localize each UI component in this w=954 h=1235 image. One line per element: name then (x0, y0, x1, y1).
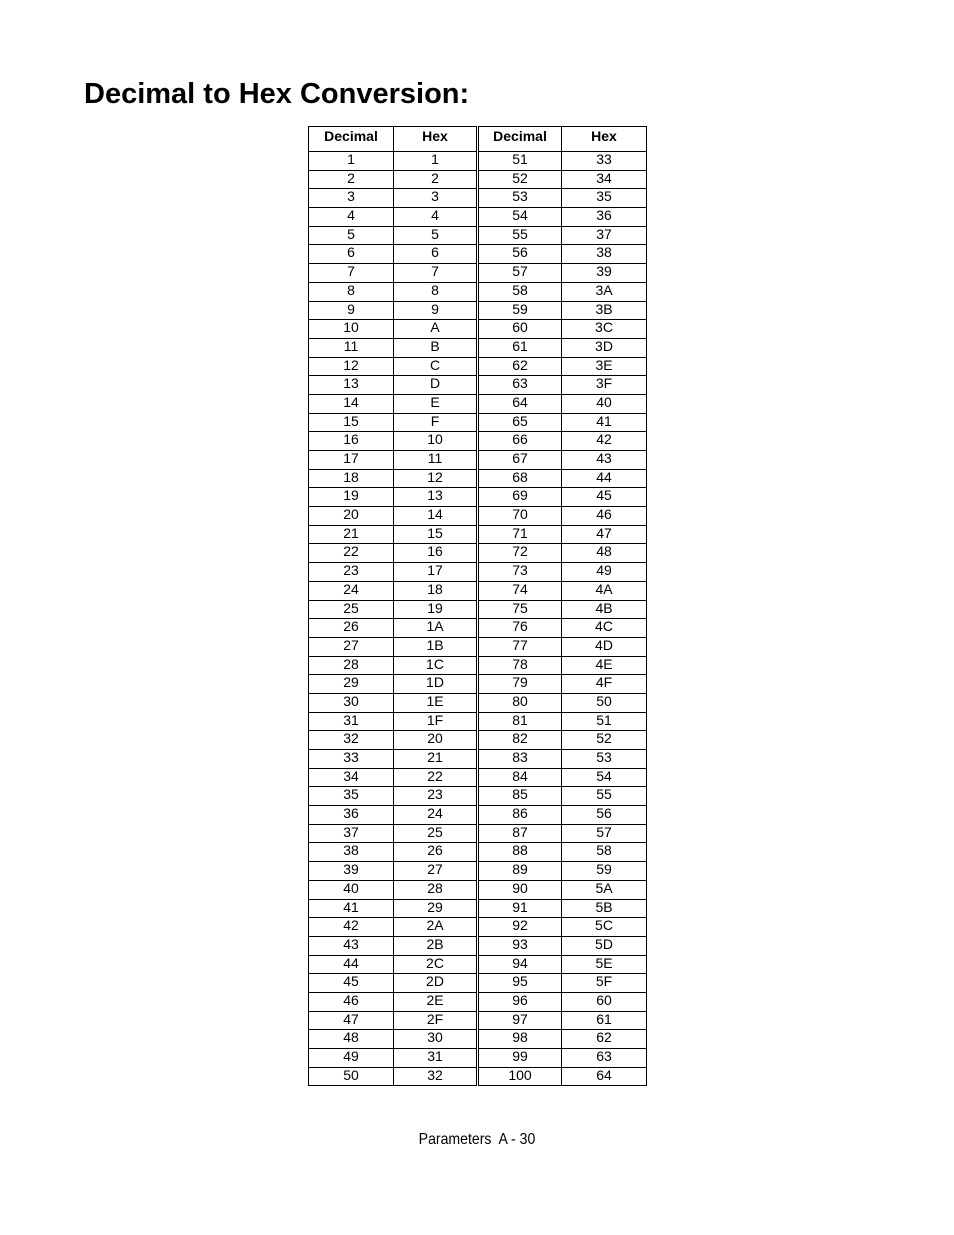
table-row (309, 806, 647, 825)
cell-decimal-right: 97 (478, 1011, 562, 1030)
cell-decimal-right: 79 (478, 675, 562, 694)
cell-hex-left: 8 (394, 282, 478, 301)
cell-decimal-left: 28 (309, 656, 394, 675)
cell-hex-right: 41 (562, 413, 647, 432)
cell-hex-right: 5D (562, 936, 647, 955)
cell-decimal-left: 32 (309, 731, 394, 750)
cell-hex-left: 26 (394, 843, 478, 862)
cell-hex-left: 1D (394, 675, 478, 694)
cell-decimal-left: 48 (309, 1030, 394, 1049)
cell-hex-left: 3 (394, 189, 478, 208)
table-row (309, 899, 647, 918)
cell-decimal-left: 10 (309, 320, 394, 339)
cell-hex-right: 48 (562, 544, 647, 563)
cell-decimal-left: 20 (309, 507, 394, 526)
table-row (309, 675, 647, 694)
cell-hex-right: 40 (562, 394, 647, 413)
cell-decimal-left: 1 (309, 152, 394, 171)
cell-hex-right: 60 (562, 992, 647, 1011)
cell-decimal-right: 53 (478, 189, 562, 208)
cell-decimal-right: 60 (478, 320, 562, 339)
page-title: Decimal to Hex Conversion: (84, 78, 470, 110)
cell-hex-right: 5A (562, 880, 647, 899)
table-row (309, 451, 647, 470)
cell-decimal-right: 95 (478, 974, 562, 993)
table-row (309, 693, 647, 712)
cell-hex-left: 18 (394, 581, 478, 600)
cell-decimal-left: 25 (309, 600, 394, 619)
cell-hex-right: 44 (562, 469, 647, 488)
cell-decimal-right: 52 (478, 170, 562, 189)
cell-decimal-right: 72 (478, 544, 562, 563)
cell-hex-right: 61 (562, 1011, 647, 1030)
cell-decimal-left: 43 (309, 936, 394, 955)
header-hex-right: Hex (562, 127, 647, 152)
cell-hex-right: 49 (562, 563, 647, 582)
cell-hex-left: 1F (394, 712, 478, 731)
header-hex-left: Hex (394, 127, 478, 152)
cell-hex-left: D (394, 376, 478, 395)
cell-decimal-left: 4 (309, 208, 394, 227)
cell-decimal-right: 69 (478, 488, 562, 507)
table-row (309, 750, 647, 769)
cell-hex-left: 31 (394, 1049, 478, 1068)
cell-decimal-right: 64 (478, 394, 562, 413)
cell-decimal-left: 21 (309, 525, 394, 544)
cell-decimal-right: 86 (478, 806, 562, 825)
cell-hex-right: 3F (562, 376, 647, 395)
cell-hex-right: 46 (562, 507, 647, 526)
cell-decimal-left: 40 (309, 880, 394, 899)
cell-decimal-left: 19 (309, 488, 394, 507)
cell-hex-left: 2 (394, 170, 478, 189)
table-row (309, 1067, 647, 1086)
cell-decimal-left: 33 (309, 750, 394, 769)
cell-hex-left: 1C (394, 656, 478, 675)
cell-hex-right: 34 (562, 170, 647, 189)
cell-hex-left: 16 (394, 544, 478, 563)
table-row (309, 992, 647, 1011)
cell-hex-right: 4C (562, 619, 647, 638)
cell-decimal-left: 13 (309, 376, 394, 395)
cell-decimal-left: 22 (309, 544, 394, 563)
cell-decimal-right: 57 (478, 264, 562, 283)
cell-decimal-right: 92 (478, 918, 562, 937)
header-decimal-right: Decimal (478, 127, 562, 152)
cell-decimal-left: 37 (309, 824, 394, 843)
cell-hex-left: 23 (394, 787, 478, 806)
cell-decimal-left: 44 (309, 955, 394, 974)
table-row (309, 936, 647, 955)
cell-hex-left: 2C (394, 955, 478, 974)
cell-hex-right: 4D (562, 637, 647, 656)
cell-decimal-left: 45 (309, 974, 394, 993)
cell-decimal-right: 90 (478, 880, 562, 899)
cell-hex-right: 43 (562, 451, 647, 470)
cell-hex-left: 32 (394, 1067, 478, 1086)
cell-decimal-left: 39 (309, 862, 394, 881)
cell-decimal-left: 36 (309, 806, 394, 825)
cell-decimal-right: 61 (478, 338, 562, 357)
cell-decimal-left: 50 (309, 1067, 394, 1086)
cell-hex-right: 35 (562, 189, 647, 208)
table-row (309, 637, 647, 656)
cell-hex-right: 5B (562, 899, 647, 918)
cell-decimal-right: 100 (478, 1067, 562, 1086)
cell-hex-left: 24 (394, 806, 478, 825)
cell-decimal-right: 56 (478, 245, 562, 264)
cell-decimal-right: 99 (478, 1049, 562, 1068)
cell-hex-left: 2B (394, 936, 478, 955)
cell-decimal-right: 71 (478, 525, 562, 544)
cell-decimal-left: 15 (309, 413, 394, 432)
cell-hex-left: C (394, 357, 478, 376)
table-row (309, 208, 647, 227)
cell-decimal-right: 55 (478, 226, 562, 245)
cell-hex-left: 7 (394, 264, 478, 283)
table-row (309, 170, 647, 189)
cell-decimal-left: 38 (309, 843, 394, 862)
cell-hex-right: 4F (562, 675, 647, 694)
cell-decimal-right: 66 (478, 432, 562, 451)
cell-decimal-right: 51 (478, 152, 562, 171)
table-row (309, 619, 647, 638)
cell-decimal-right: 65 (478, 413, 562, 432)
cell-hex-left: E (394, 394, 478, 413)
cell-hex-left: 1B (394, 637, 478, 656)
cell-decimal-right: 96 (478, 992, 562, 1011)
cell-hex-left: 21 (394, 750, 478, 769)
table-row (309, 768, 647, 787)
table-row (309, 843, 647, 862)
cell-decimal-right: 93 (478, 936, 562, 955)
cell-hex-right: 4B (562, 600, 647, 619)
table-body (309, 152, 647, 1086)
cell-decimal-left: 3 (309, 189, 394, 208)
cell-hex-right: 5E (562, 955, 647, 974)
cell-hex-right: 37 (562, 226, 647, 245)
cell-hex-right: 50 (562, 693, 647, 712)
table-row (309, 862, 647, 881)
table-row (309, 469, 647, 488)
cell-decimal-left: 26 (309, 619, 394, 638)
cell-decimal-right: 89 (478, 862, 562, 881)
table-row (309, 357, 647, 376)
table-row (309, 338, 647, 357)
cell-decimal-right: 78 (478, 656, 562, 675)
cell-hex-right: 36 (562, 208, 647, 227)
table-header (309, 127, 647, 152)
table-row (309, 824, 647, 843)
table-row (309, 245, 647, 264)
cell-decimal-right: 62 (478, 357, 562, 376)
cell-hex-right: 57 (562, 824, 647, 843)
cell-decimal-right: 91 (478, 899, 562, 918)
table-row (309, 581, 647, 600)
cell-hex-right: 3D (562, 338, 647, 357)
cell-decimal-left: 34 (309, 768, 394, 787)
table-row (309, 1049, 647, 1068)
cell-hex-left: 30 (394, 1030, 478, 1049)
table-row (309, 1011, 647, 1030)
cell-hex-left: 1 (394, 152, 478, 171)
cell-decimal-left: 17 (309, 451, 394, 470)
cell-decimal-left: 14 (309, 394, 394, 413)
cell-decimal-left: 9 (309, 301, 394, 320)
cell-decimal-right: 54 (478, 208, 562, 227)
table-row (309, 432, 647, 451)
cell-hex-left: 9 (394, 301, 478, 320)
cell-decimal-left: 7 (309, 264, 394, 283)
cell-decimal-right: 67 (478, 451, 562, 470)
cell-decimal-left: 6 (309, 245, 394, 264)
table-row (309, 1030, 647, 1049)
cell-decimal-left: 2 (309, 170, 394, 189)
cell-decimal-left: 46 (309, 992, 394, 1011)
table-row (309, 152, 647, 171)
cell-decimal-right: 77 (478, 637, 562, 656)
cell-decimal-right: 73 (478, 563, 562, 582)
cell-hex-left: 4 (394, 208, 478, 227)
cell-hex-left: 6 (394, 245, 478, 264)
cell-decimal-right: 81 (478, 712, 562, 731)
table-row (309, 731, 647, 750)
conversion-table (308, 126, 647, 1086)
table-row (309, 189, 647, 208)
cell-decimal-left: 24 (309, 581, 394, 600)
header-row (309, 127, 647, 152)
cell-decimal-right: 84 (478, 768, 562, 787)
cell-decimal-right: 98 (478, 1030, 562, 1049)
cell-decimal-right: 59 (478, 301, 562, 320)
cell-decimal-right: 80 (478, 693, 562, 712)
cell-hex-left: 22 (394, 768, 478, 787)
cell-hex-right: 3C (562, 320, 647, 339)
cell-hex-left: 1E (394, 693, 478, 712)
cell-hex-right: 52 (562, 731, 647, 750)
cell-decimal-left: 8 (309, 282, 394, 301)
cell-hex-right: 3A (562, 282, 647, 301)
cell-decimal-left: 18 (309, 469, 394, 488)
table-row (309, 394, 647, 413)
cell-hex-left: 2E (394, 992, 478, 1011)
cell-hex-left: 15 (394, 525, 478, 544)
cell-decimal-left: 41 (309, 899, 394, 918)
table-row (309, 544, 647, 563)
cell-hex-right: 51 (562, 712, 647, 731)
table-row (309, 376, 647, 395)
cell-hex-right: 42 (562, 432, 647, 451)
cell-hex-left: 28 (394, 880, 478, 899)
cell-decimal-left: 30 (309, 693, 394, 712)
cell-decimal-left: 35 (309, 787, 394, 806)
cell-hex-left: 12 (394, 469, 478, 488)
cell-hex-right: 63 (562, 1049, 647, 1068)
cell-hex-right: 53 (562, 750, 647, 769)
table-row (309, 563, 647, 582)
table-row (309, 974, 647, 993)
cell-decimal-right: 76 (478, 619, 562, 638)
cell-decimal-right: 58 (478, 282, 562, 301)
cell-hex-right: 38 (562, 245, 647, 264)
cell-hex-right: 62 (562, 1030, 647, 1049)
cell-hex-right: 64 (562, 1067, 647, 1086)
cell-hex-left: 17 (394, 563, 478, 582)
cell-hex-left: 25 (394, 824, 478, 843)
cell-hex-right: 5C (562, 918, 647, 937)
table-row (309, 712, 647, 731)
table-row (309, 488, 647, 507)
cell-decimal-left: 42 (309, 918, 394, 937)
cell-hex-left: B (394, 338, 478, 357)
cell-decimal-left: 49 (309, 1049, 394, 1068)
cell-hex-left: 2D (394, 974, 478, 993)
cell-hex-left: A (394, 320, 478, 339)
cell-decimal-right: 83 (478, 750, 562, 769)
cell-decimal-right: 87 (478, 824, 562, 843)
cell-decimal-right: 85 (478, 787, 562, 806)
cell-hex-left: 20 (394, 731, 478, 750)
cell-hex-left: 14 (394, 507, 478, 526)
cell-decimal-left: 11 (309, 338, 394, 357)
cell-hex-right: 5F (562, 974, 647, 993)
cell-decimal-left: 27 (309, 637, 394, 656)
table-row (309, 320, 647, 339)
table-row (309, 264, 647, 283)
cell-decimal-right: 75 (478, 600, 562, 619)
cell-hex-right: 4A (562, 581, 647, 600)
table-row (309, 955, 647, 974)
cell-hex-right: 3B (562, 301, 647, 320)
cell-decimal-left: 31 (309, 712, 394, 731)
cell-decimal-left: 16 (309, 432, 394, 451)
cell-hex-right: 59 (562, 862, 647, 881)
cell-hex-left: 1A (394, 619, 478, 638)
cell-decimal-right: 63 (478, 376, 562, 395)
cell-decimal-left: 47 (309, 1011, 394, 1030)
cell-hex-left: 27 (394, 862, 478, 881)
cell-hex-right: 47 (562, 525, 647, 544)
cell-hex-left: 19 (394, 600, 478, 619)
cell-decimal-right: 68 (478, 469, 562, 488)
cell-hex-right: 58 (562, 843, 647, 862)
cell-hex-right: 39 (562, 264, 647, 283)
cell-hex-left: 10 (394, 432, 478, 451)
table-row (309, 507, 647, 526)
cell-hex-right: 45 (562, 488, 647, 507)
cell-decimal-left: 5 (309, 226, 394, 245)
table-row (309, 301, 647, 320)
cell-decimal-left: 23 (309, 563, 394, 582)
cell-hex-right: 55 (562, 787, 647, 806)
table-row (309, 525, 647, 544)
table-row (309, 656, 647, 675)
cell-decimal-left: 29 (309, 675, 394, 694)
cell-hex-left: 11 (394, 451, 478, 470)
cell-decimal-right: 70 (478, 507, 562, 526)
table-row (309, 918, 647, 937)
cell-hex-right: 56 (562, 806, 647, 825)
header-decimal-left: Decimal (309, 127, 394, 152)
cell-hex-right: 4E (562, 656, 647, 675)
cell-hex-left: F (394, 413, 478, 432)
cell-hex-left: 5 (394, 226, 478, 245)
cell-decimal-left: 12 (309, 357, 394, 376)
cell-hex-right: 54 (562, 768, 647, 787)
cell-hex-right: 3E (562, 357, 647, 376)
table-row (309, 226, 647, 245)
cell-hex-left: 13 (394, 488, 478, 507)
cell-decimal-right: 94 (478, 955, 562, 974)
page-footer: Parameters A - 30 (418, 1131, 536, 1148)
table-row (309, 413, 647, 432)
cell-hex-right: 33 (562, 152, 647, 171)
table-row (309, 880, 647, 899)
cell-decimal-right: 88 (478, 843, 562, 862)
cell-hex-left: 2A (394, 918, 478, 937)
cell-hex-left: 29 (394, 899, 478, 918)
cell-decimal-right: 74 (478, 581, 562, 600)
cell-hex-left: 2F (394, 1011, 478, 1030)
table-row (309, 787, 647, 806)
table-row (309, 282, 647, 301)
cell-decimal-right: 82 (478, 731, 562, 750)
table-row (309, 600, 647, 619)
